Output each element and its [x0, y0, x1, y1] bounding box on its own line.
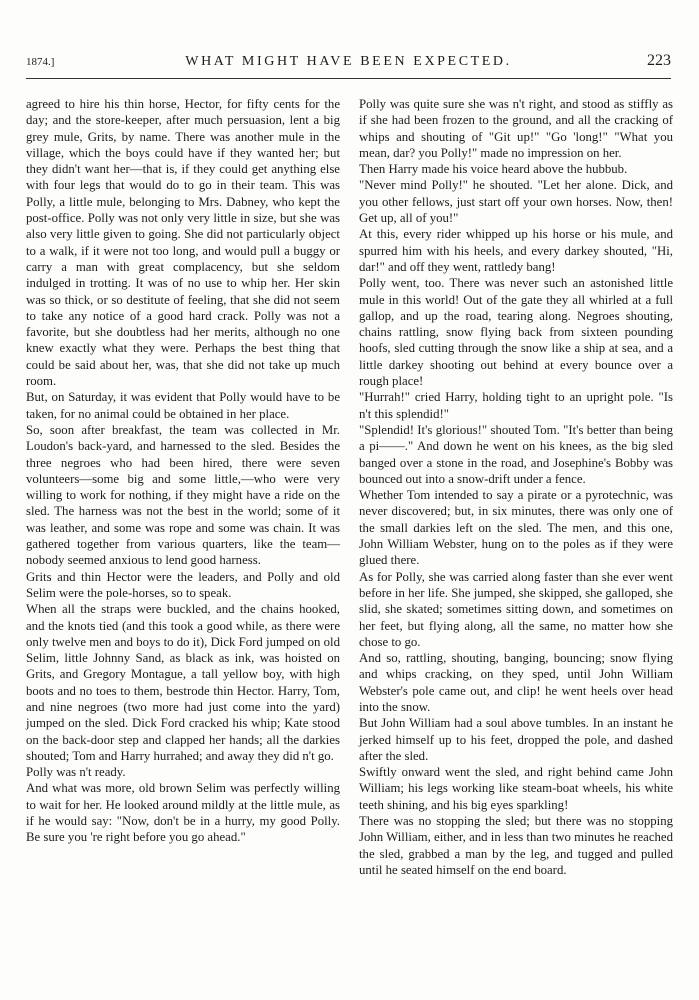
paragraph: But John William had a soul above tumbles. In an instant he jerked himself up to his feet, dropped the pole, and dashed after the sled. [359, 716, 673, 763]
paragraph: "Never mind Polly!" he shouted. "Let her alone. Dick, and you other fellows, just start off your own horses. Now, then! Get up, all of you!" [359, 178, 673, 226]
paragraph: And so, rattling, shouting, banging, bouncing; snow flying and whips cracking, on they sped, until John William Webster's pole came out, and clip! he went heels over head into the snow. [359, 651, 673, 714]
paragraph: Grits and thin Hector were the leaders, and Polly and old Selim were the pole-horses, so to speak. [26, 569, 340, 600]
paragraph: Polly was n't ready. [26, 765, 126, 780]
page-number: 223 [647, 52, 671, 69]
paragraph: So, soon after breakfast, the team was collected in Mr. Loudon's back-yard, and harnessed to the sled. Besides the three negroes who had been hired, there were seven volunteers—some big and some little,—who were very willing to work for nothing, if they might have a ride on the sled. The harness was not the best in the world; some of it was leather, and some was rope and some was chain. It was gathered together from various quarters, like the team—nobody seemed anxious to lend good harness. [26, 422, 340, 568]
paragraph: At this, every rider whipped up his horse or his mule, and spurred him with his heels, and every darkey shouted, "Hi, dar!" and off they went, rattledy bang! [359, 227, 673, 274]
header-year: 1874.] [26, 56, 55, 68]
left-column [26, 96, 340, 846]
paragraph: Polly was quite sure she was n't right, and stood as stiffly as if she had been frozen to the ground, and all the cracking of whips and shouting of "Git up!" "Go 'long!" "What you mean, dar? you Polly!" made no impression on her. [359, 97, 673, 160]
paragraph: Whether Tom intended to say a pirate or a pyrotechnic, was never discovered; but, in six minutes, there was only one of the small darkies left on the sled. The men, and this one, John William Webster, hung on to the poles as if they were glued there. [359, 488, 673, 568]
paragraph: "Hurrah!" cried Harry, holding tight to an upright pole. "Is n't this splendid!" [359, 390, 673, 421]
paragraph: There was no stopping the sled; but there was no stopping John William, either, and in less than two minutes he reached the sled, grabbed a man by the leg, and tugged and pulled until he seated himself on the end board. [359, 814, 673, 877]
paragraph: But, on Saturday, it was evident that Polly would have to be taken, for no animal could be obtained in her place. [26, 390, 340, 421]
running-header [26, 52, 671, 79]
paragraph: Swiftly onward went the sled, and right behind came John William; his legs working like steam-boat wheels, his white teeth shining, and his big eyes sparkling! [359, 765, 673, 812]
paragraph: Polly went, too. There was never such an astonished little mule in this world! Out of the gate they all whirled at a full gallop, and up the road, tearing along. Negroes shouting, chains rattling, snow flying back from sixteen pounding hoofs, sled cutting through the snow like a ship at sea, and a little darkey shooting out behind at every bounce over a rough place! [359, 276, 673, 389]
paragraph: Then Harry made his voice heard above the hubbub. [359, 162, 628, 177]
paragraph: As for Polly, she was carried along faster than she ever went before in her life. She jumped, she skipped, she galloped, she slid, she skated; sometimes sitting down, and sometimes on her feet, but flying along, all the same, no matter how she chose to go. [359, 569, 673, 649]
paragraph: agreed to hire his thin horse, Hector, for fifty cents for the day; and the store-keeper, after much persuasion, lent a big grey mule, Grits, by name. There was another mule in the village, which the boys could have if they wanted her; but they didn't want her—that is, if they could get anything else with four legs that would do to go in their team. This was Polly, a little mule, belonging to Mrs. Dabney, who kept the post-office. Polly was not only very little in size, but she was also very little given to going. She did not particularly object to a walk, if it were not too long, and would pull a buggy or carry a man with great complacency, but she seldom indulged in trotting. It was of no use to whip her. Her skin was so thick, or so destitute of feeling, that she did not seem to take any notice of a good hard crack. Polly was not a favorite, but she doubtless had her merits, although no one knew exactly what they were. Perhaps the best thing that could be said about her, was, that she did not take up much room. [26, 97, 340, 389]
paragraph: And what was more, old brown Selim was perfectly willing to wait for her. He looked around mildly at the little mule, as if he would say: "Now, don't be in a hurry, my good Polly. Be sure you 're right before you go ahead." [26, 781, 340, 845]
paragraph: "Splendid! It's glorious!" shouted Tom. "It's better than being a pi——." And down he went on his knees, as the big sled banged over a stone in the road, and Josephine's Bobby was bounced out into a snow-drift under a fence. [359, 422, 673, 486]
paragraph: When all the straps were buckled, and the chains hooked, and the knots tied (and this took a good while, as there were only twelve men and boys to do it), Dick Ford jumped on old Selim, little Johnny Sand, as black as ink, was hoisted on Grits, and Gregory Montague, a tall yellow boy, with high boots and no toes to them, bestrode thin Hector. Harry, Tom, and nine negroes (two more had just come into the yard) jumped on the sled. Dick Ford cracked his whip; Kate stood on the back-door step and clapped her hands; all the darkies shouted; Tom and Harry hurrahed; and away they did n't go. [26, 602, 340, 763]
right-column [359, 96, 673, 878]
header-title: WHAT MIGHT HAVE BEEN EXPECTED. [185, 54, 512, 69]
